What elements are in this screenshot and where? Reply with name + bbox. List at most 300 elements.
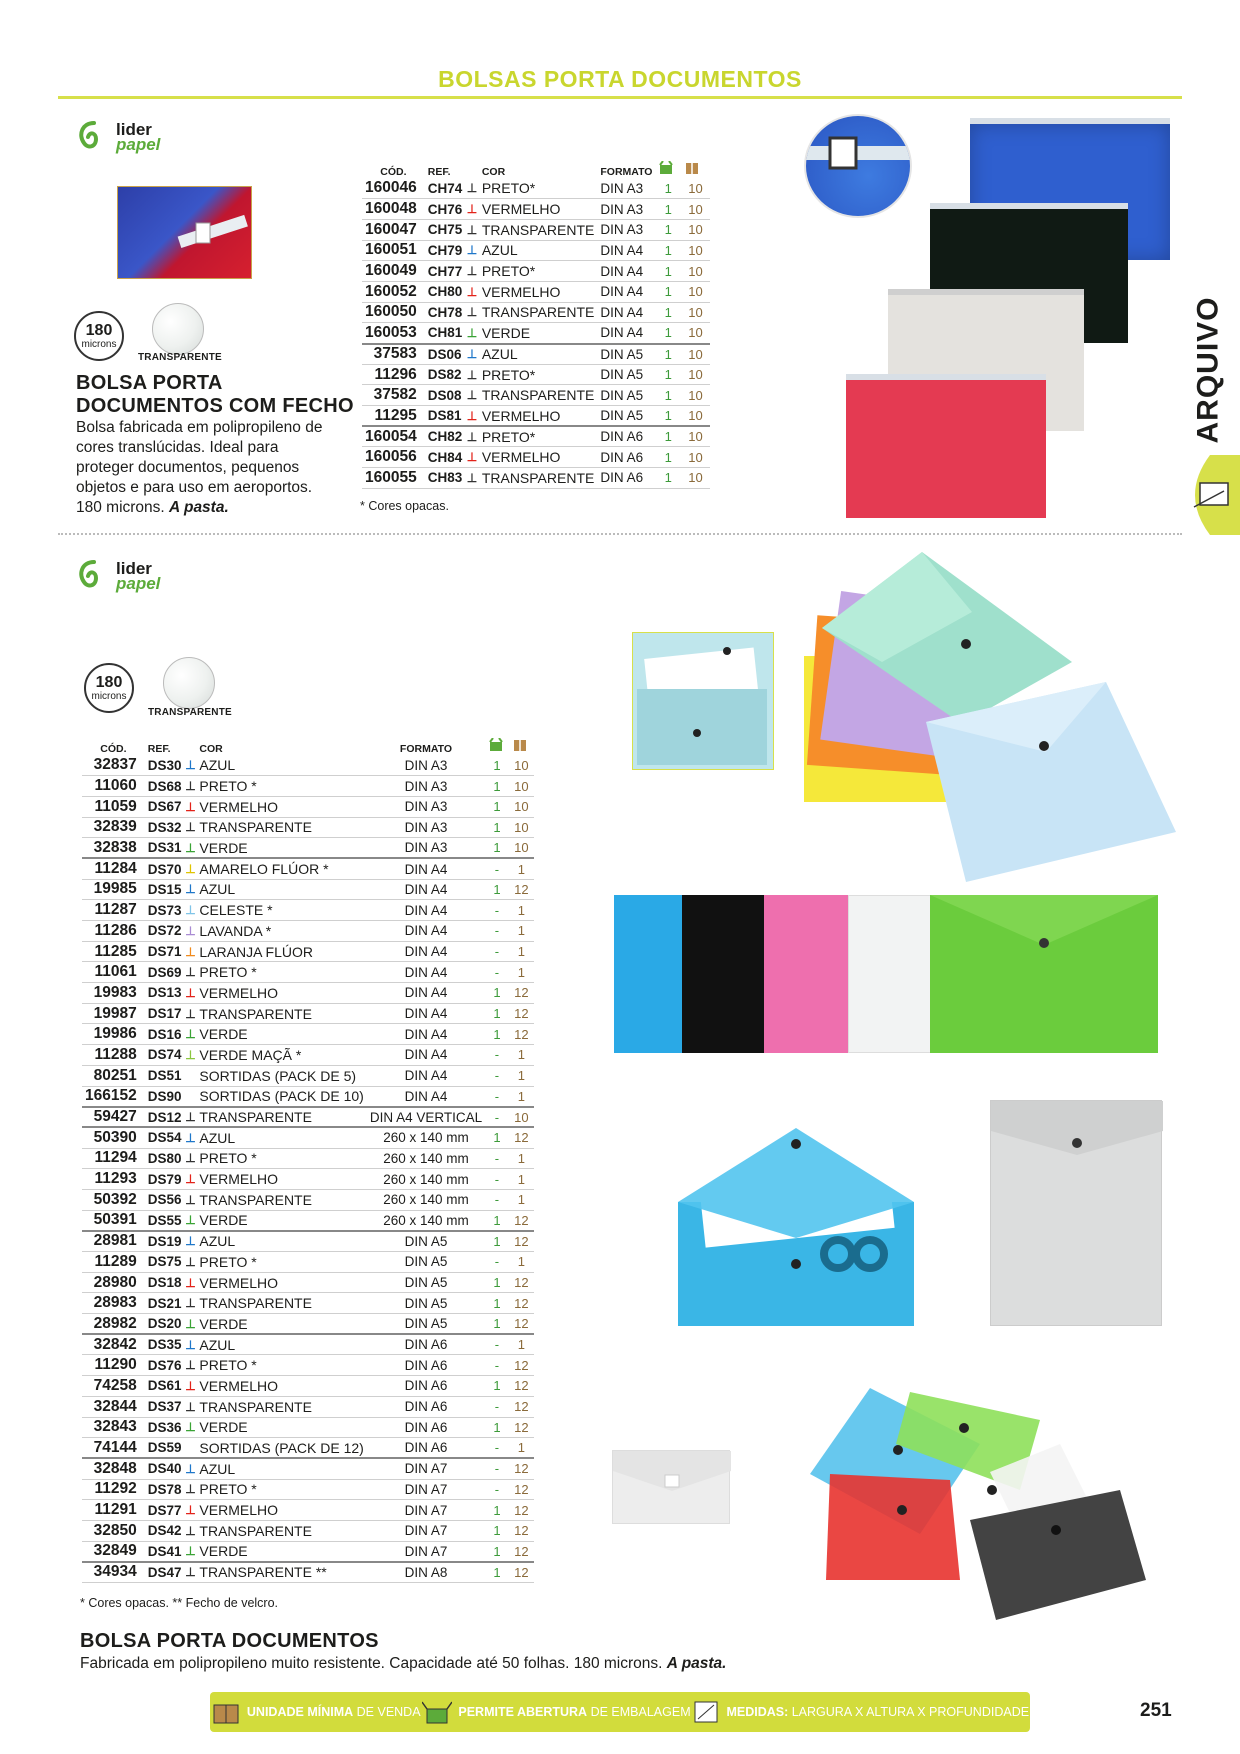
color-marker: ⊥: [185, 1003, 197, 1024]
qty-box: 12: [509, 1417, 534, 1438]
product-code: 11060: [82, 776, 145, 797]
qty-open-pack: 1: [485, 817, 509, 838]
table-row: [82, 1479, 534, 1500]
product-format: DIN A4: [367, 858, 485, 879]
product-ref: DS17: [145, 1003, 185, 1024]
product-code: 11293: [82, 1169, 145, 1190]
product-color: TRANSPARENTE: [196, 817, 366, 838]
qty-box: 10: [681, 302, 710, 323]
product-format: DIN A3: [597, 219, 655, 240]
table-row: [82, 1231, 534, 1252]
qty-open-pack: 1: [655, 385, 681, 406]
product-ref: DS36: [145, 1417, 185, 1438]
product-color: LARANJA FLÚOR: [196, 941, 366, 962]
color-marker: ⊥: [185, 858, 197, 879]
badge-unit: microns: [91, 690, 127, 702]
product-ref: DS75: [145, 1252, 185, 1273]
product-format: DIN A5: [367, 1272, 485, 1293]
product-code: 32837: [82, 755, 145, 776]
color-marker: ⊥: [185, 1169, 197, 1190]
table-row: [82, 1520, 534, 1541]
qty-box: 10: [681, 240, 710, 261]
product-color: LAVANDA *: [196, 921, 366, 942]
table-row: [82, 1376, 534, 1397]
product-code: 160046: [362, 178, 425, 199]
qty-box: 10: [681, 426, 710, 447]
product-photo-color-row: [614, 895, 1158, 1053]
qty-open-pack: -: [485, 1458, 509, 1479]
product-code: 11061: [82, 962, 145, 983]
table-row: [82, 1003, 534, 1024]
color-marker: ⊥: [185, 1417, 197, 1438]
product-ref: DS90: [145, 1086, 185, 1107]
box-icon: [681, 160, 710, 178]
color-marker: ⊥: [185, 1355, 197, 1376]
product-color: TRANSPARENTE: [196, 1189, 366, 1210]
color-marker: ⊥: [465, 364, 479, 385]
product-ref: DS71: [145, 941, 185, 962]
product-format: DIN A5: [367, 1293, 485, 1314]
product-format: DIN A7: [367, 1520, 485, 1541]
product-format: DIN A4: [367, 1045, 485, 1066]
qty-box: 10: [681, 199, 710, 220]
transparent-swatch-2: [163, 657, 215, 709]
product-color: AZUL: [196, 879, 366, 900]
table-row: [362, 219, 710, 240]
qty-box: 12: [509, 1562, 534, 1583]
qty-box: 12: [509, 1272, 534, 1293]
product-code: 19985: [82, 879, 145, 900]
table-row: [362, 323, 710, 344]
product-code: 11292: [82, 1479, 145, 1500]
product-ref: DS15: [145, 879, 185, 900]
col-formato: FORMATO: [600, 166, 653, 178]
open-box-icon: [655, 160, 681, 178]
col-ref: REF.: [427, 166, 451, 178]
color-marker: ⊥: [465, 323, 479, 344]
qty-open-pack: -: [485, 1396, 509, 1417]
product-code: 19987: [82, 1003, 145, 1024]
legend-min-unit: [211, 1699, 421, 1725]
product-color: TRANSPARENTE: [196, 1003, 366, 1024]
product-ref: DS32: [145, 817, 185, 838]
table-row: [82, 983, 534, 1004]
legend-open-pack: [422, 1699, 690, 1725]
product-ref: DS06: [425, 344, 466, 365]
product-code: 11285: [82, 941, 145, 962]
color-marker: ⊥: [465, 199, 479, 220]
table-row: [362, 302, 710, 323]
product-format: DIN A7: [367, 1500, 485, 1521]
brand-logo-2: [74, 556, 160, 596]
qty-open-pack: 1: [655, 406, 681, 427]
product-ref: DS47: [145, 1562, 185, 1583]
qty-open-pack: 1: [655, 261, 681, 282]
product-color: AZUL: [196, 1458, 366, 1479]
product-code: 11291: [82, 1500, 145, 1521]
product-description-2: [80, 1654, 727, 1674]
color-marker: ⊥: [185, 1562, 197, 1583]
qty-open-pack: 1: [655, 281, 681, 302]
product-code: 32848: [82, 1458, 145, 1479]
product-color: AMARELO FLÚOR *: [196, 858, 366, 879]
legend-open-pack-rest: DE EMBALAGEM: [590, 1705, 691, 1719]
product-ref: DS21: [145, 1293, 185, 1314]
qty-open-pack: 1: [485, 1003, 509, 1024]
legend-bar: [210, 1692, 1030, 1732]
product-code: 11287: [82, 900, 145, 921]
product-code: 80251: [82, 1065, 145, 1086]
qty-box: 10: [681, 281, 710, 302]
qty-open-pack: 1: [655, 240, 681, 261]
product-ref: DS81: [425, 406, 466, 427]
qty-box: 12: [509, 1500, 534, 1521]
qty-open-pack: 1: [655, 178, 681, 199]
product-table-2: [82, 737, 534, 1583]
product-title-2: BOLSA PORTA DOCUMENTOS: [80, 1630, 379, 1652]
product-color: VERDE: [196, 1314, 366, 1335]
product-format: DIN A4: [367, 879, 485, 900]
product-description: [76, 418, 326, 518]
qty-box: 1: [509, 962, 534, 983]
color-marker: ⊥: [185, 1500, 197, 1521]
product-color: SORTIDAS (PACK DE 12): [196, 1438, 366, 1459]
product-color: TRANSPARENTE: [196, 1520, 366, 1541]
product-color: VERMELHO: [479, 199, 598, 220]
color-marker: ⊥: [465, 281, 479, 302]
product-color: VERMELHO: [196, 1500, 366, 1521]
product-color: TRANSPARENTE: [479, 468, 598, 489]
product-format: DIN A5: [367, 1252, 485, 1273]
thickness-badge-2: [84, 663, 134, 713]
product-code: 160052: [362, 281, 425, 302]
qty-open-pack: 1: [485, 755, 509, 776]
color-marker: ⊥: [185, 1045, 197, 1066]
color-marker: ⊥: [185, 1252, 197, 1273]
product-code: 160053: [362, 323, 425, 344]
product-color: PRETO *: [196, 962, 366, 983]
product-photo-light-blue-envelope: [926, 682, 1176, 882]
color-marker: ⊥: [185, 1107, 197, 1128]
table2-note: * Cores opacas. ** Fecho de velcro.: [80, 1596, 279, 1610]
color-marker: ⊥: [465, 344, 479, 365]
product-color: VERDE: [196, 1417, 366, 1438]
product-ref: DS40: [145, 1458, 185, 1479]
table-row: [82, 1293, 534, 1314]
product-ref: DS61: [145, 1376, 185, 1397]
product-ref: CH76: [425, 199, 466, 220]
color-marker: ⊥: [185, 817, 197, 838]
qty-box: 12: [509, 1231, 534, 1252]
color-marker: ⊥: [185, 1314, 197, 1335]
product-format: DIN A3: [597, 178, 655, 199]
product-color: SORTIDAS (PACK DE 5): [196, 1065, 366, 1086]
qty-box: 12: [509, 1210, 534, 1231]
product-code: 11059: [82, 796, 145, 817]
page-number: 251: [1140, 1700, 1172, 1721]
product-color: PRETO *: [196, 1148, 366, 1169]
qty-open-pack: 1: [485, 1210, 509, 1231]
product-color: PRETO*: [479, 261, 598, 282]
qty-box: 10: [509, 796, 534, 817]
qty-box: 10: [681, 323, 710, 344]
product-format: 260 x 140 mm: [367, 1210, 485, 1231]
measure-icon: [692, 1699, 720, 1725]
badge-number: 180: [95, 673, 123, 691]
thickness-badge: [74, 311, 124, 361]
color-marker: ⊥: [185, 838, 197, 859]
product-ref: DS19: [145, 1231, 185, 1252]
product-code: 32838: [82, 838, 145, 859]
product-color: VERMELHO: [196, 983, 366, 1004]
product-color: TRANSPARENTE: [196, 1293, 366, 1314]
product-format: DIN A4: [597, 281, 655, 302]
color-marker: ⊥: [465, 302, 479, 323]
product-format: DIN A4: [367, 921, 485, 942]
product-title: [76, 372, 354, 418]
product-ref: CH74: [425, 178, 466, 199]
qty-box: 10: [681, 344, 710, 365]
description-emphasis: A pasta.: [666, 1655, 727, 1672]
table-row: [82, 1417, 534, 1438]
qty-box: 10: [509, 817, 534, 838]
qty-box: 10: [509, 1107, 534, 1128]
qty-open-pack: -: [485, 1065, 509, 1086]
qty-box: 10: [681, 178, 710, 199]
product-ref: DS55: [145, 1210, 185, 1231]
table-row: [82, 1169, 534, 1190]
table-row: [362, 468, 710, 489]
qty-open-pack: 1: [655, 323, 681, 344]
qty-open-pack: 1: [485, 1231, 509, 1252]
product-ref: DS70: [145, 858, 185, 879]
brand-line1: lider: [116, 559, 152, 578]
qty-open-pack: -: [485, 921, 509, 942]
product-format: DIN A3: [367, 796, 485, 817]
qty-box: 1: [509, 1189, 534, 1210]
product-format: DIN A3: [367, 755, 485, 776]
product-code: 11289: [82, 1252, 145, 1273]
product-format: DIN A6: [367, 1438, 485, 1459]
product-format: DIN A4: [367, 900, 485, 921]
product-ref: DS74: [145, 1045, 185, 1066]
table-row: [362, 178, 710, 199]
legend-measures-rest: LARGURA X ALTURA X PROFUNDIDADE: [791, 1705, 1030, 1719]
product-format: DIN A7: [367, 1541, 485, 1562]
table-row: [82, 1189, 534, 1210]
section-side-tab: [1176, 290, 1240, 450]
col-cod: CÓD.: [100, 743, 127, 755]
qty-open-pack: 1: [655, 426, 681, 447]
product-photo-red-envelope: [846, 374, 1046, 518]
qty-box: 10: [509, 838, 534, 859]
product-code: 32850: [82, 1520, 145, 1541]
qty-box: 10: [681, 261, 710, 282]
qty-open-pack: 1: [655, 447, 681, 468]
qty-box: 1: [509, 921, 534, 942]
product-format: DIN A4: [597, 261, 655, 282]
qty-box: 1: [509, 1169, 534, 1190]
page-title: BOLSAS PORTA DOCUMENTOS: [438, 66, 802, 92]
qty-box: 12: [509, 1355, 534, 1376]
col-cor: COR: [199, 743, 223, 755]
product-ref: DS80: [145, 1148, 185, 1169]
product-ref: DS18: [145, 1272, 185, 1293]
qty-box: 10: [681, 219, 710, 240]
color-marker: ⊥: [185, 1272, 197, 1293]
product-format: DIN A6: [367, 1417, 485, 1438]
table-row: [82, 1252, 534, 1273]
product-format: DIN A8: [367, 1562, 485, 1583]
color-marker: ⊥: [185, 1458, 197, 1479]
color-marker: ⊥: [185, 941, 197, 962]
table-row: [362, 281, 710, 302]
product-code: 50392: [82, 1189, 145, 1210]
product-format: DIN A5: [597, 385, 655, 406]
product-format: DIN A7: [367, 1458, 485, 1479]
table-row: [362, 385, 710, 406]
table-row: [362, 426, 710, 447]
color-marker: [185, 1086, 197, 1107]
legend-measures: [692, 1699, 1029, 1725]
table-row: [82, 921, 534, 942]
color-marker: ⊥: [185, 921, 197, 942]
col-cod: CÓD.: [380, 166, 407, 178]
product-code: 32842: [82, 1334, 145, 1355]
color-marker: ⊥: [185, 796, 197, 817]
product-format: DIN A3: [367, 776, 485, 797]
product-color: CELESTE *: [196, 900, 366, 921]
table-row: [82, 1355, 534, 1376]
title-rule: [58, 96, 1182, 99]
legend-min-unit-rest: DE VENDA: [356, 1705, 421, 1719]
color-marker: ⊥: [185, 900, 197, 921]
table-row: [82, 1148, 534, 1169]
product-code: 28983: [82, 1293, 145, 1314]
product-ref: DS73: [145, 900, 185, 921]
product-color: AZUL: [479, 240, 598, 261]
product-color: VERMELHO: [479, 447, 598, 468]
qty-box: 10: [509, 776, 534, 797]
product-color: TRANSPARENTE: [479, 302, 598, 323]
color-marker: ⊥: [465, 385, 479, 406]
color-marker: ⊥: [185, 1334, 197, 1355]
description-text: Fabricada em polipropileno muito resistente. Capacidade até 50 folhas. 180 microns.: [80, 1655, 663, 1672]
qty-open-pack: -: [485, 1045, 509, 1066]
qty-box: 1: [509, 900, 534, 921]
qty-open-pack: 1: [485, 1293, 509, 1314]
table-row: [82, 900, 534, 921]
qty-open-pack: 1: [655, 468, 681, 489]
product-photo-open-envelope: [632, 632, 774, 770]
qty-open-pack: -: [485, 941, 509, 962]
product-format: DIN A4: [367, 1086, 485, 1107]
table-row: [82, 1500, 534, 1521]
color-marker: ⊥: [185, 776, 197, 797]
product-format: DIN A6: [597, 468, 655, 489]
qty-box: 12: [509, 1314, 534, 1335]
qty-box: 1: [509, 1252, 534, 1273]
product-photo-vertical-envelope: [990, 1100, 1162, 1326]
qty-open-pack: 1: [485, 838, 509, 859]
product-format: DIN A4: [367, 962, 485, 983]
table-row: [362, 447, 710, 468]
product-color: VERMELHO: [196, 1376, 366, 1397]
product-format: DIN A6: [597, 426, 655, 447]
product-photo-blue-envelope-documents: [678, 1128, 914, 1326]
product-color: VERDE: [196, 1024, 366, 1045]
table-row: [82, 796, 534, 817]
qty-open-pack: 1: [485, 1520, 509, 1541]
qty-open-pack: 1: [485, 1272, 509, 1293]
qty-open-pack: 1: [485, 879, 509, 900]
color-marker: ⊥: [185, 1520, 197, 1541]
product-ref: CH75: [425, 219, 466, 240]
product-color: AZUL: [196, 1334, 366, 1355]
qty-box: 12: [509, 1024, 534, 1045]
color-marker: ⊥: [465, 406, 479, 427]
qty-box: 12: [509, 1293, 534, 1314]
product-code: 37583: [362, 344, 425, 365]
qty-box: 1: [509, 1065, 534, 1086]
qty-open-pack: 1: [485, 1314, 509, 1335]
product-code: 11290: [82, 1355, 145, 1376]
legend-measures-bold: MEDIDAS:: [726, 1705, 789, 1719]
product-color: VERDE: [196, 838, 366, 859]
product-code: 160048: [362, 199, 425, 220]
product-ref: CH78: [425, 302, 466, 323]
product-format: DIN A5: [597, 344, 655, 365]
product-ref: CH84: [425, 447, 466, 468]
product-ref: DS54: [145, 1127, 185, 1148]
product-photo-small-envelopes-stack: [800, 1384, 1150, 1620]
color-marker: [185, 1438, 197, 1459]
product-format: DIN A5: [597, 406, 655, 427]
brand-line2: papel: [116, 135, 161, 154]
product-ref: DS79: [145, 1169, 185, 1190]
qty-open-pack: -: [485, 1252, 509, 1273]
product-format: DIN A6: [367, 1355, 485, 1376]
qty-box: 12: [509, 1127, 534, 1148]
product-code: 11294: [82, 1148, 145, 1169]
product-color: AZUL: [196, 755, 366, 776]
qty-box: 10: [681, 385, 710, 406]
qty-box: 12: [509, 1376, 534, 1397]
table-header: [362, 160, 710, 178]
qty-box: 1: [509, 1086, 534, 1107]
product-ref: DS59: [145, 1438, 185, 1459]
qty-open-pack: 1: [485, 983, 509, 1004]
product-code: 19986: [82, 1024, 145, 1045]
product-zip-closeup-photo: [804, 114, 912, 218]
table-row: [82, 1562, 534, 1583]
qty-box: 12: [509, 1541, 534, 1562]
product-photo-velcro-envelope: [612, 1450, 730, 1524]
qty-open-pack: -: [485, 1479, 509, 1500]
color-marker: ⊥: [185, 1479, 197, 1500]
table-row: [82, 1127, 534, 1148]
qty-open-pack: 1: [655, 364, 681, 385]
product-code: 160051: [362, 240, 425, 261]
color-marker: ⊥: [185, 879, 197, 900]
product-code: 160047: [362, 219, 425, 240]
product-code: 11296: [362, 364, 425, 385]
product-format: DIN A5: [367, 1231, 485, 1252]
qty-box: 1: [509, 1148, 534, 1169]
product-format: 260 x 140 mm: [367, 1169, 485, 1190]
qty-box: 12: [509, 983, 534, 1004]
qty-box: 12: [509, 1396, 534, 1417]
